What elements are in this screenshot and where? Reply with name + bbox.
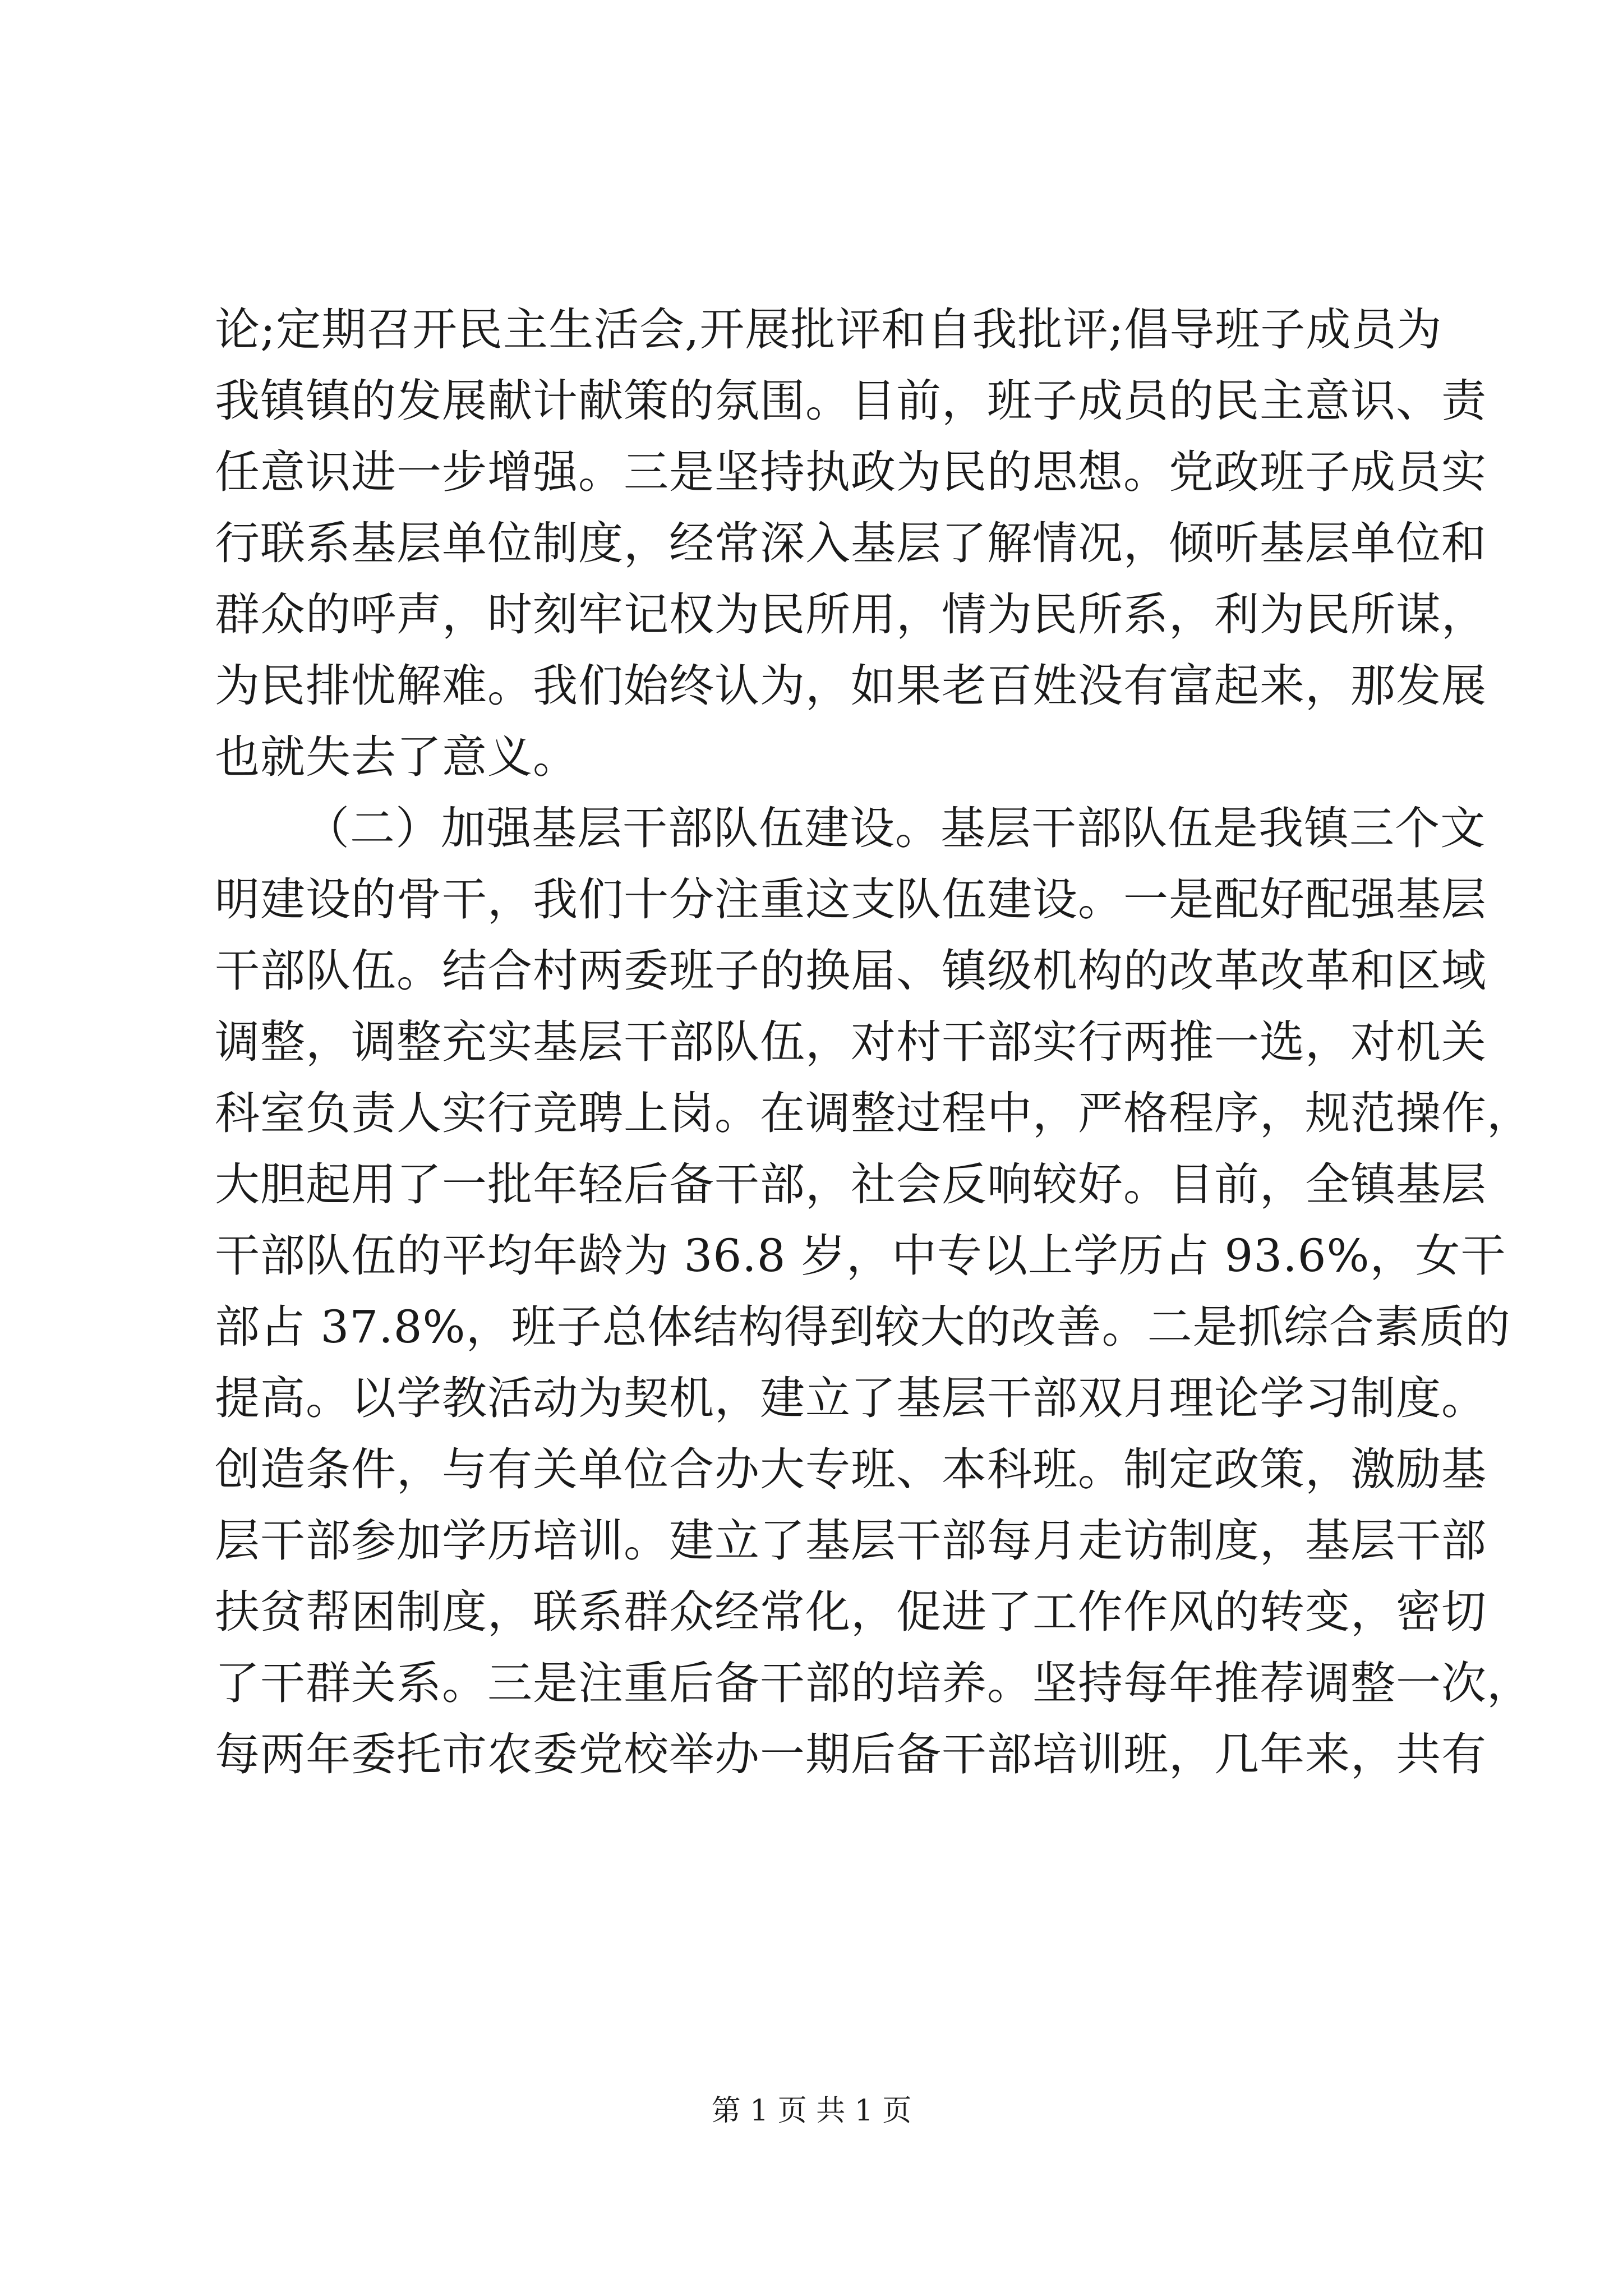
text-line: 创造条件，与有关单位合办大专班、本科班。制定政策，激励基	[215, 1443, 1487, 1496]
text-line: 为民排忧解难。我们始终认为，如果老百姓没有富起来，那发展	[215, 660, 1487, 712]
paragraph-heading-line: （二）加强基层干部队伍建设。基层干部队伍是我镇三个文	[305, 802, 1486, 854]
page-number-footer: 第 1 页 共 1 页	[711, 2094, 912, 2128]
text-line: 每两年委托市农委党校举办一期后备干部培训班，几年来，共有	[215, 1728, 1487, 1780]
text-line: 任意识进一步增强。三是坚持执政为民的思想。党政班子成员实	[215, 446, 1487, 498]
text-line: 干部队伍的平均年龄为 36.8 岁，中专以上学历占 93.6%，女干	[215, 1230, 1506, 1282]
text-line: 科室负责人实行竞聘上岗。在调整过程中，严格程序，规范操作，	[215, 1087, 1532, 1139]
text-line: 调整，调整充实基层干部队伍，对村干部实行两推一选，对机关	[215, 1016, 1487, 1068]
text-line: 大胆起用了一批年轻后备干部，社会反响较好。目前，全镇基层	[215, 1158, 1487, 1211]
text-line: 也就失去了意义。	[215, 731, 578, 783]
text-line: 干部队伍。结合村两委班子的换届、镇级机构的改革改革和区域	[215, 945, 1487, 997]
text-line: 群众的呼声，时刻牢记权为民所用，情为民所系，利为民所谋，	[215, 588, 1487, 641]
text-line: 扶贫帮困制度，联系群众经常化，促进了工作作风的转变，密切	[215, 1586, 1487, 1638]
text-line: 明建设的骨干，我们十分注重这支队伍建设。一是配好配强基层	[215, 873, 1487, 926]
text-line: 我镇镇的发展献计献策的氛围。目前，班子成员的民主意识、责	[215, 375, 1487, 427]
text-line: 提高。以学教活动为契机，建立了基层干部双月理论学习制度。	[215, 1372, 1487, 1424]
text-line: 层干部参加学历培训。建立了基层干部每月走访制度，基层干部	[215, 1515, 1487, 1567]
text-line: 行联系基层单位制度，经常深入基层了解情况，倾听基层单位和	[215, 517, 1487, 569]
text-line: 论;定期召开民主生活会,开展批评和自我批评;倡导班子成员为	[215, 303, 1442, 356]
text-line: 了干群关系。三是注重后备干部的培养。坚持每年推荐调整一次，	[215, 1657, 1532, 1709]
text-line: 部占 37.8%，班子总体结构得到较大的改善。二是抓综合素质的	[215, 1301, 1511, 1353]
